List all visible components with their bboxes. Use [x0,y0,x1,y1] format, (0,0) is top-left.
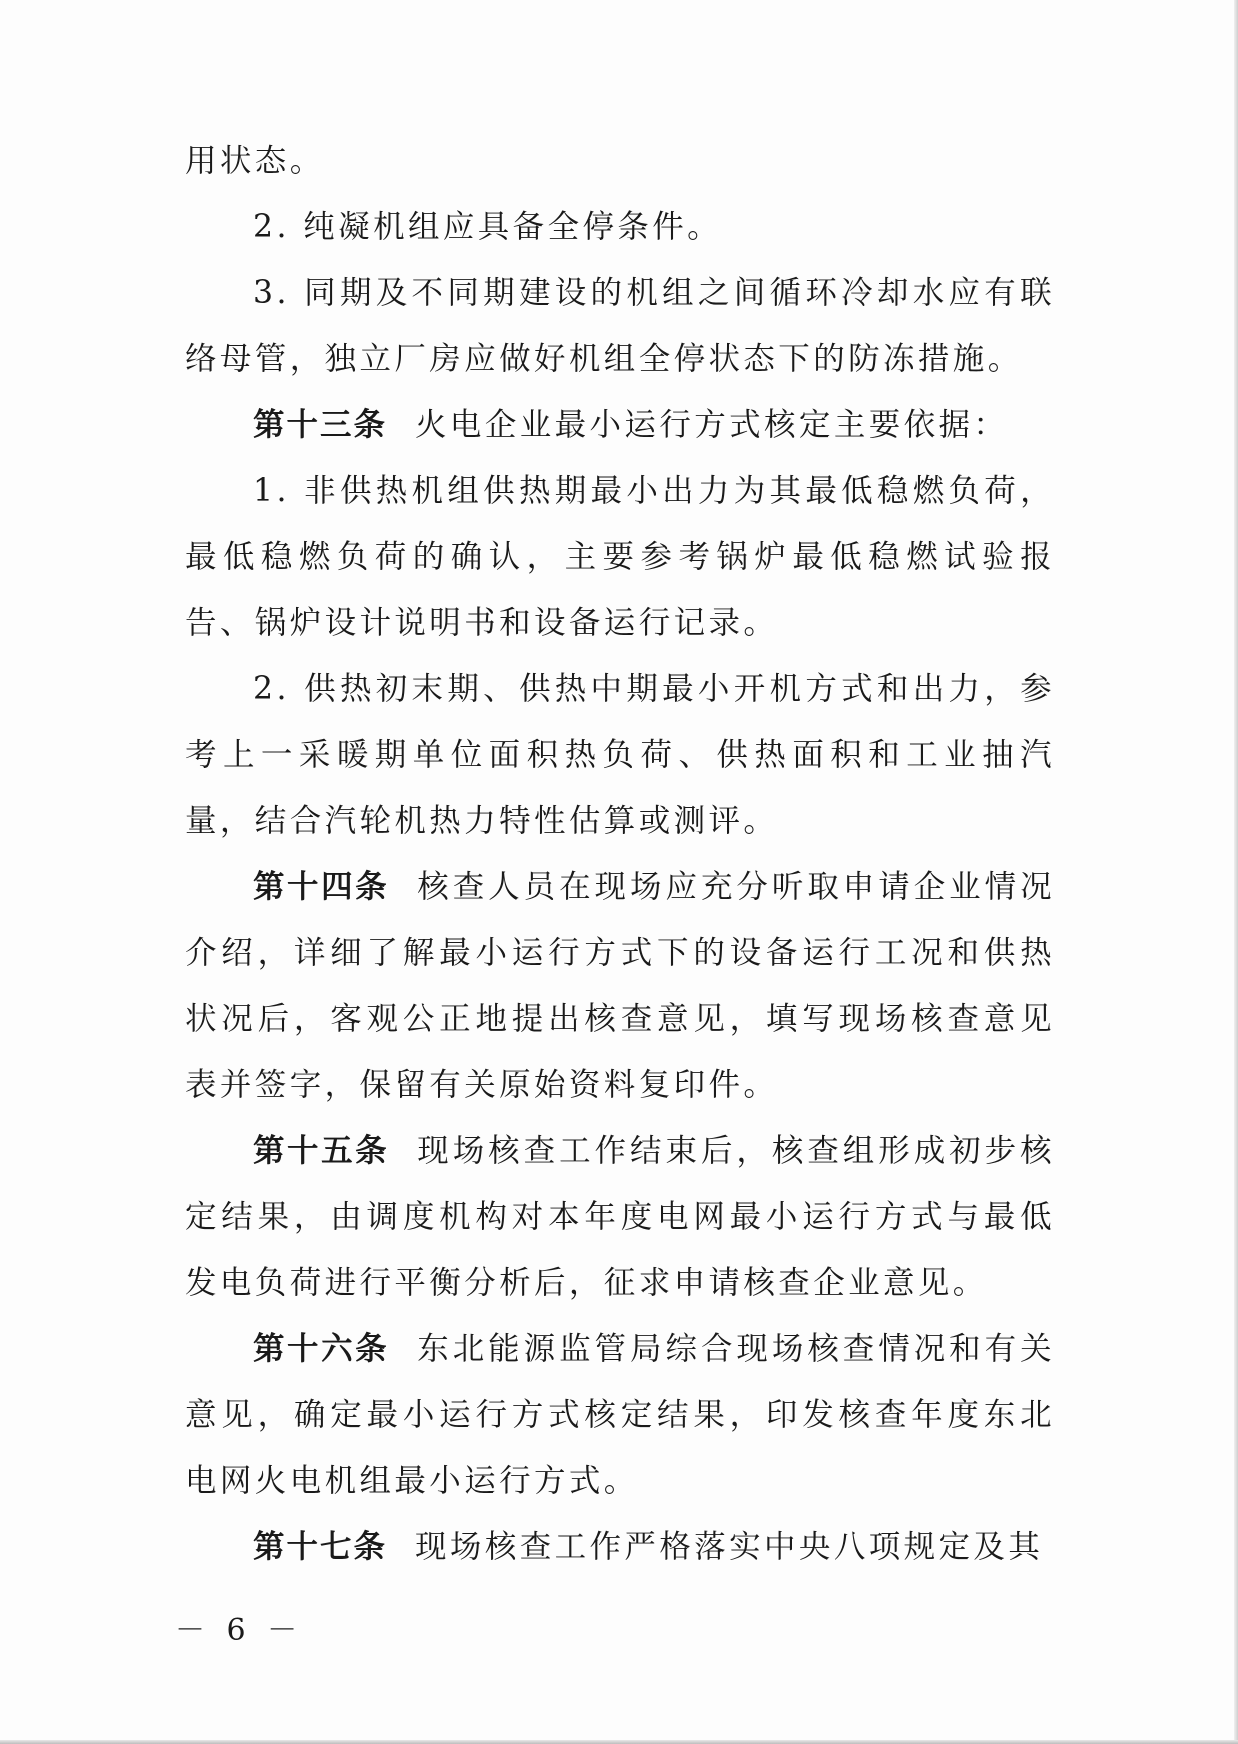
page-number: － 6 － [175,1613,304,1648]
article-label: 第十七条 [253,1529,388,1565]
paragraph-text: 1. 非供热机组供热期最小出力为其最低稳燃负荷，最低稳燃负荷的确认，主要参考锅炉最低稳燃试验报告、锅炉设计说明书和设备运行记录。 [185,473,1055,641]
article-label: 第十四条 [253,869,390,905]
article-label: 第十六条 [253,1331,390,1367]
article-paragraph [185,1514,1055,1580]
paragraph [185,128,1055,194]
paragraph-text: 火电企业最小运行方式核定主要依据： [415,407,1009,443]
paragraph-text: 用状态。 [185,143,325,179]
scan-edge [0,1740,1238,1744]
body-text [185,128,1055,1580]
article-paragraph [185,854,1055,1118]
article-paragraph [185,392,1055,458]
article-label: 第十五条 [253,1133,390,1169]
scan-edge [1234,0,1238,1744]
paragraph-text: 现场核查工作严格落实中央八项规定及其 [415,1529,1044,1565]
paragraph-text: 核查人员在现场应充分听取申请企业情况介绍，详细了解最小运行方式下的设备运行工况和供热状况后，客观公正地提出核查意见，填写现场核查意见表并签字，保留有关原始资料复印件。 [185,869,1055,1103]
paragraph-text: 2. 供热初末期、供热中期最小开机方式和出力，参考上一采暖期单位面积热负荷、供热面积和工业抽汽量，结合汽轮机热力特性估算或测评。 [185,671,1055,839]
paragraph [185,656,1055,854]
paragraph [185,260,1055,392]
paragraph-text: 3. 同期及不同期建设的机组之间循环冷却水应有联络母管，独立厂房应做好机组全停状态下的防冻措施。 [185,275,1055,377]
article-label: 第十三条 [253,407,388,443]
paragraph-text: 2. 纯凝机组应具备全停条件。 [253,209,723,245]
article-paragraph [185,1118,1055,1316]
paragraph-text: 现场核查工作结束后，核查组形成初步核定结果，由调度机构对本年度电网最小运行方式与最低发电负荷进行平衡分析后，征求申请核查企业意见。 [185,1133,1055,1301]
paragraph [185,458,1055,656]
paragraph-text: 东北能源监管局综合现场核查情况和有关意见，确定最小运行方式核定结果，印发核查年度东北电网火电机组最小运行方式。 [185,1331,1055,1499]
paragraph [185,194,1055,260]
article-paragraph [185,1316,1055,1514]
